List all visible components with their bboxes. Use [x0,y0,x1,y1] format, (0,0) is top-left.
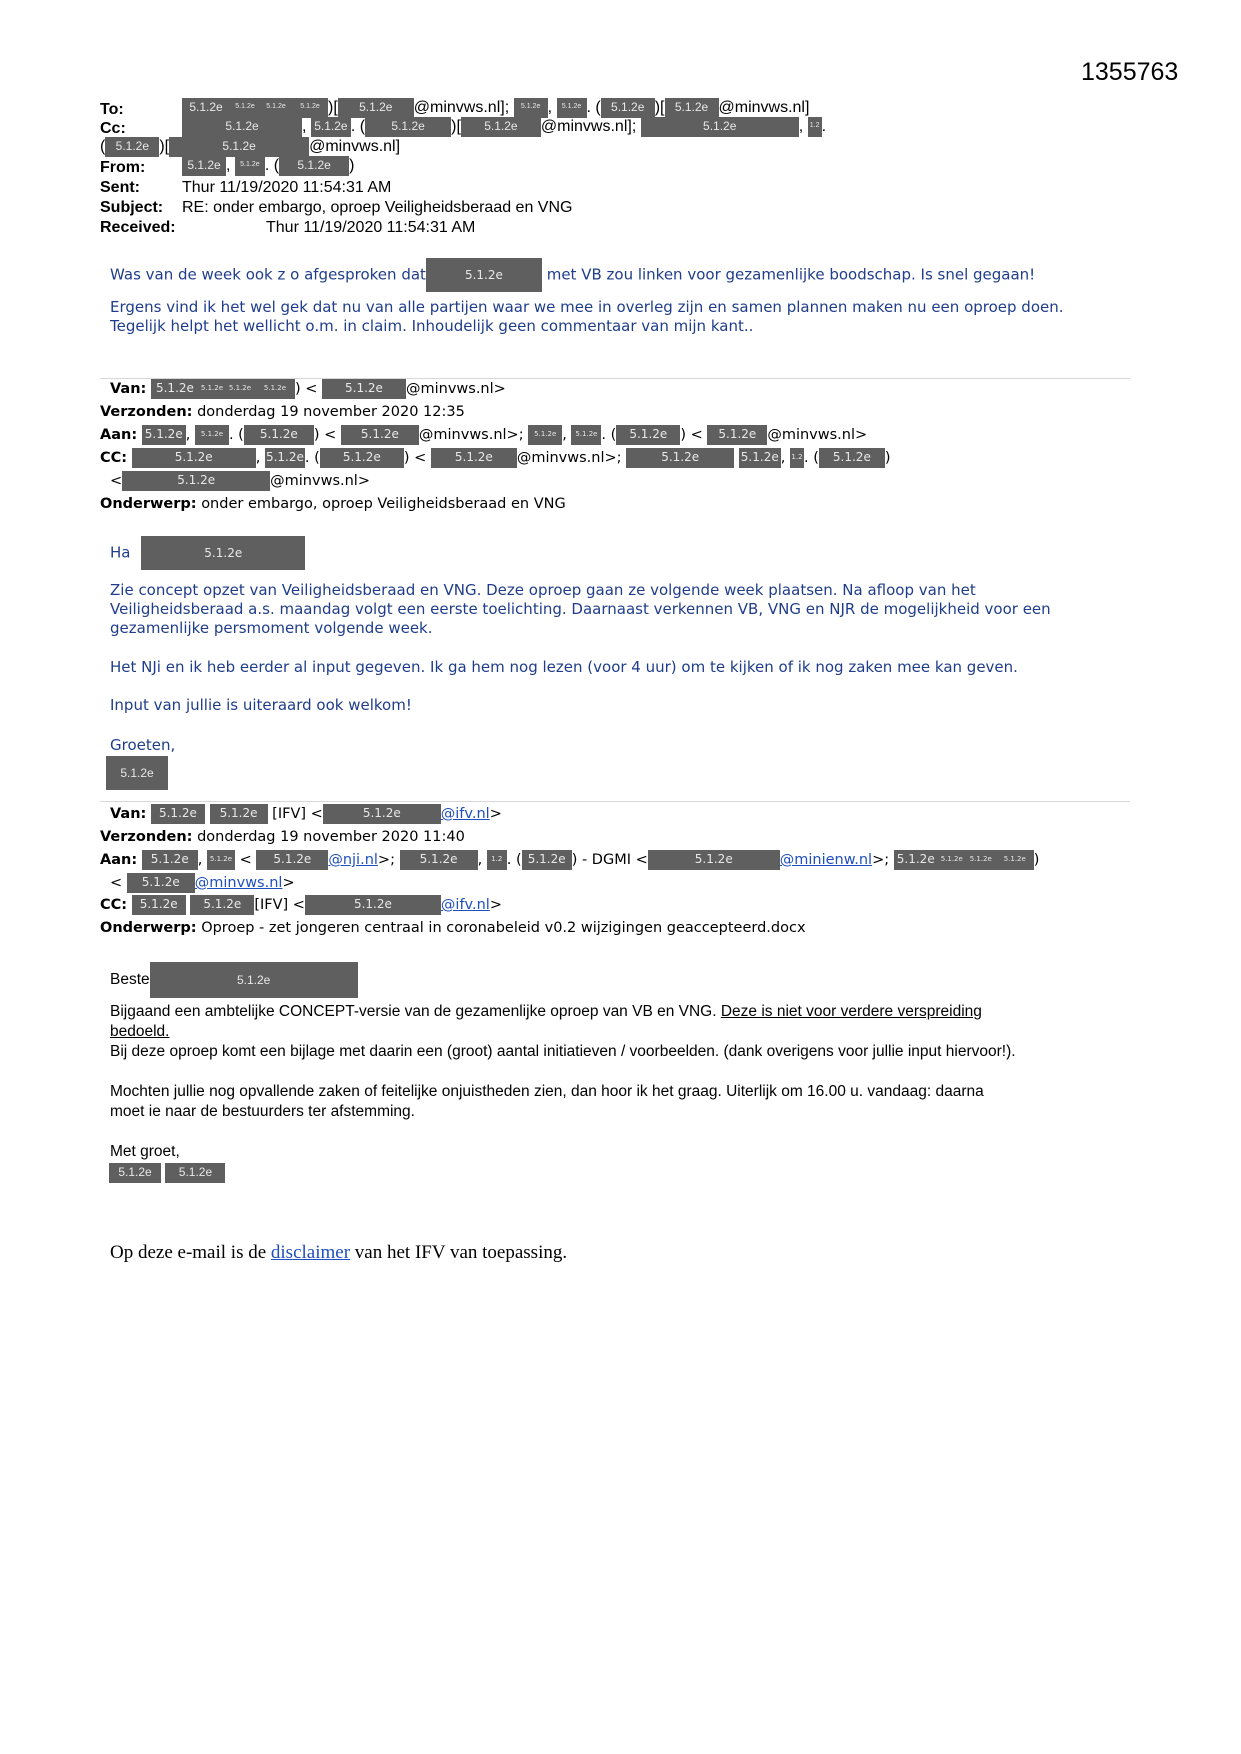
onderwerp-value: Oproep - zet jongeren centraal in coronabeleid v0.2 wijzigingen geaccepteerd.docx [201,920,806,936]
quote2-verzonden-row [100,826,465,849]
quote1-cc-row-cont: < 5.1.2e @minvws.nl> [110,473,370,489]
quote1-p1-l2: Veiligheidsberaad a.s. maandag volgt een eerste toelichting. Daarnaast verkennen VB, VNG en NJR de mogelijkheid voor een [110,600,1051,618]
reply-line-1 [110,258,1035,292]
quote2-aan-row-cont: < 5.1.2e @minvws.nl> [110,875,295,891]
quote1-cc-row: CC: 5.1.2e , 5.1.2e. ( 5.1.2e ) < 5.1.2e @minvws.nl>; 5.1.2e 5.1.2e , 1.2. ( 5.1.2e ) [100,450,891,466]
quote1-greeting [110,536,305,570]
redaction-block: 5.1.2e [338,98,414,118]
document-number: 1355763 [1081,58,1179,86]
quote2-greeting [110,962,358,998]
separator [100,801,1130,802]
redaction-block: 5.1.2e [244,425,314,445]
redaction-block: 5.1.2e [265,448,305,468]
greeting-text: Ha [110,543,131,562]
quote2-p3-l1: Mochten jullie nog opvallende zaken of feitelijke onjuistheden zien, dan hoor ik het graag. Uiterlijk om 16.00 u. vandaag: daarna [110,1083,984,1100]
quote1-signature [106,756,168,790]
redaction-block: 5.1.2e [707,425,767,445]
redaction-block: 5.1.2e [165,1163,225,1183]
redaction-block: 5.1.2e [739,448,781,468]
redaction-block: 5.1.2e [996,850,1034,870]
quote2-signature [109,1163,225,1183]
quote1-p1-l1: Zie concept opzet van Veiligheidsberaad en VNG. Deze oproep gaan ze volgende week plaatsen. Na afloop van het [110,581,976,599]
reply-para-2-line-1: Ergens vind ik het wel gek dat nu van alle partijen waar we mee in overleg zijn en samen plannen maken nu een oproep doen. [110,298,1064,316]
cc-recipients-cont: ( 5.1.2e )[ 5.1.2e @minvws.nl] [100,138,401,156]
quote2-p1-cont: bedoeld. [110,1023,170,1040]
redaction-block: 5.1.2e [426,258,542,292]
email-domain: @minvws.nl> [270,473,370,489]
van-label: Van: [110,381,147,397]
redaction-block: 5.1.2e [142,425,186,445]
redaction-block: 1.2 [808,117,822,137]
redaction-block: 5.1.2e [132,448,256,468]
email-domain: @minvws.nl] [309,138,401,156]
quote2-p3-l2: moet ie naar de bestuurders ter afstemming. [110,1103,415,1120]
redaction-block: 5.1.2e [235,156,265,176]
email-link[interactable]: @ifv.nl [440,897,490,913]
redaction-block: 5.1.2e [182,156,226,176]
reply-text: met VB zou linken voor gezamenlijke boodschap. Is snel gegaan! [546,265,1036,284]
quote2-aan-row: Aan: 5.1.2e , 5.1.2e < 5.1.2e @nji.nl>; 5.1.2e , 1.2 . ( 5.1.2e ) - DGMI < 5.1.2e @minienw.nl>; 5.1.2e 5.1.2e 5.1.2e 5.1.2e ) [100,852,1040,868]
redaction-block: 5.1.2e [365,117,451,137]
redaction-block: 5.1.2e [514,98,548,118]
redaction-block: 5.1.2e [255,379,295,399]
org-text: [IFV] < [272,806,323,822]
org-text: [IFV] < [254,897,305,913]
quote1-van-row: Van: 5.1.2e 5.1.2e 5.1.2e 5.1.2e ) < 5.1.2e @minvws.nl> [110,381,506,397]
redaction-block: 5.1.2e [225,379,255,399]
email-domain: @minvws.nl]; [413,99,510,117]
reply-text: Was van de week ook z o afgesproken dat [110,265,426,284]
redaction-block: 5.1.2e [311,117,351,137]
p1-underlined: Deze is niet voor verdere verspreiding [720,1003,982,1020]
quote1-verzonden-row [100,401,465,424]
quote2-van-row: Van: 5.1.2e 5.1.2e [IFV] < 5.1.2e @ifv.nl> [110,806,502,822]
redaction-block: 5.1.2e [127,873,195,893]
redaction-block: 5.1.2e [142,850,198,870]
quote1-p3: Input van jullie is uiteraard ook welkom! [110,696,412,714]
email-domain: @minvws.nl]; [540,118,637,136]
redaction-block: 5.1.2e [400,850,478,870]
redaction-block: 5.1.2e [199,379,225,399]
redaction-block: 5.1.2e [322,379,406,399]
redaction-block: 5.1.2e [571,425,601,445]
redaction-block: 5.1.2e [210,804,268,824]
quote2-p2: Bij deze oproep komt een bijlage met daarin een (groot) aantal initiatieven / voorbeelden. (dank overigens voor jullie input hiervoor!). [110,1043,1016,1060]
quote1-aan-row: Aan: 5.1.2e , 5.1.2e . ( 5.1.2e ) < 5.1.2e @minvws.nl>; 5.1.2e , 5.1.2e . ( 5.1.2e ) < 5.1.2e @minvws.nl> [100,427,868,443]
email-link[interactable]: @minienw.nl [779,852,873,868]
quote2-closing: Met groet, [110,1143,180,1160]
onderwerp-label: Onderwerp: [100,496,197,512]
aan-label: Aan: [100,427,138,443]
redaction-block: 5.1.2e [195,425,229,445]
reply-para-2-line-2: Tegelijk helpt het wellicht o.m. in claim. Inhoudelijk geen commentaar van mijn kant.. [110,317,754,335]
redaction-block: 1.2 [487,850,507,870]
from-value: 5.1.2e , 5.1.2e . ( 5.1.2e ) [182,156,354,176]
disclaimer-text: Op deze e-mail is de [110,1242,271,1263]
verzonden-label: Verzonden: [100,829,193,845]
dgmi-text: ) - DGMI < [571,852,648,868]
cc-label-row [100,119,126,139]
email-link[interactable]: @nji.nl [328,852,378,868]
redaction-block: 5.1.2e [169,137,309,157]
redaction-block: 5.1.2e [230,98,260,118]
email-link[interactable]: @minvws.nl [194,875,283,891]
sent-label: Sent: [100,179,140,196]
redaction-block: 5.1.2e [341,425,419,445]
to-label: To: [100,101,124,118]
redaction-block: 5.1.2e [122,471,270,491]
quote2-p1 [110,1002,982,1022]
onderwerp-value: onder embargo, oproep Veiligheidsberaad en VNG [201,496,566,512]
redaction-block: 5.1.2e [528,425,562,445]
email-domain: @minvws.nl>; [418,427,524,443]
p1-text: Bijgaand een ambtelijke CONCEPT-versie van de gezamenlijke oproep van VB en VNG. [110,1003,721,1020]
email-domain: @minvws.nl> [767,427,868,443]
received-label: Received: [100,219,176,236]
redaction-block: 5.1.2e [522,850,572,870]
redaction-block: 5.1.2e [132,895,186,915]
redaction-block: 5.1.2e [557,98,587,118]
verzonden-label: Verzonden: [100,404,193,420]
quote2-onderwerp-row [100,917,806,940]
email-domain: @minvws.nl] [718,99,810,117]
verzonden-value: donderdag 19 november 2020 11:40 [197,829,465,845]
redaction-block: 5.1.2e [141,536,305,570]
redaction-block: 1.2 [790,448,804,468]
redaction-block: 5.1.2e [279,156,349,176]
redaction-block: 5.1.2e [601,98,655,118]
to-recipients: 5.1.2e 5.1.2e 5.1.2e 5.1.2e )[ 5.1.2e @minvws.nl]; 5.1.2e , 5.1.2e . ( 5.1.2e )[ 5.1.2e @minvws.nl] [182,98,809,118]
cc-recipients: 5.1.2e , 5.1.2e . ( 5.1.2e )[ 5.1.2e @minvws.nl]; 5.1.2e , 1.2 . [182,117,826,137]
redaction-block: 5.1.2e [256,850,328,870]
redaction-block: 5.1.2e [109,1163,161,1183]
from-label: From: [100,159,146,176]
verzonden-value: donderdag 19 november 2020 12:35 [197,404,465,420]
redaction-block: 5.1.2e [894,850,938,870]
cc-label: CC: [100,897,128,913]
redaction-block: 5.1.2e [648,850,780,870]
quote2-cc-row: CC: 5.1.2e 5.1.2e [IFV] < 5.1.2e @ifv.nl> [100,897,502,913]
redaction-block: 5.1.2e [292,98,328,118]
redaction-block: 5.1.2e [151,804,205,824]
redaction-block: 5.1.2e [190,895,254,915]
received-value: Thur 11/19/2020 11:54:31 AM [266,219,476,236]
redaction-block: 5.1.2e [966,850,996,870]
disclaimer-line [110,1242,567,1264]
greeting-text: Beste [110,971,150,989]
quote1-p2: Het NJi en ik heb eerder al input gegeven. Ik ga hem nog lezen (voor 4 uur) om te kijken of ik nog zaken mee kan geven. [110,658,1018,676]
subject-label: Subject: [100,199,164,216]
email-link[interactable]: @ifv.nl [440,806,490,822]
cc-label: CC: [100,450,128,466]
quote1-onderwerp-row [100,493,566,516]
disclaimer-text: van het IFV van toepassing. [350,1242,568,1263]
redaction-block: 5.1.2e [431,448,517,468]
redaction-block: 5.1.2e [150,962,358,998]
redaction-block: 5.1.2e [182,98,230,118]
redaction-block: 5.1.2e [105,137,159,157]
redaction-block: 5.1.2e [305,895,441,915]
cc-label: Cc: [100,120,126,137]
quote1-closing: Groeten, [110,736,176,754]
redaction-block: 5.1.2e [151,379,199,399]
redaction-block: 5.1.2e [665,98,719,118]
redaction-block: 5.1.2e [641,117,799,137]
redaction-block: 5.1.2e [323,804,441,824]
quote1-p1-l3: gezamenlijke persmoment volgende week. [110,619,433,637]
to-row [100,100,124,120]
van-label: Van: [110,806,147,822]
redaction-block: 5.1.2e [320,448,404,468]
redaction-block: 5.1.2e [260,98,292,118]
from-label-row [100,158,145,178]
email-domain: @minvws.nl> [405,381,506,397]
email-domain: @minvws.nl>; [516,450,622,466]
redaction-block: 5.1.2e [616,425,680,445]
redaction-block: 5.1.2e [461,117,541,137]
sent-value: Thur 11/19/2020 11:54:31 AM [182,179,392,196]
redaction-block: 5.1.2e [626,448,734,468]
redaction-block: 5.1.2e [819,448,885,468]
redaction-block: 5.1.2e [207,850,235,870]
redaction-block: 5.1.2e [938,850,966,870]
aan-label: Aan: [100,852,138,868]
onderwerp-label: Onderwerp: [100,920,197,936]
subject-value: RE: onder embargo, oproep Veiligheidsberaad en VNG [182,199,573,216]
redaction-block: 5.1.2e [106,756,168,790]
disclaimer-link[interactable]: disclaimer [270,1242,351,1263]
redaction-block: 5.1.2e [182,117,302,137]
